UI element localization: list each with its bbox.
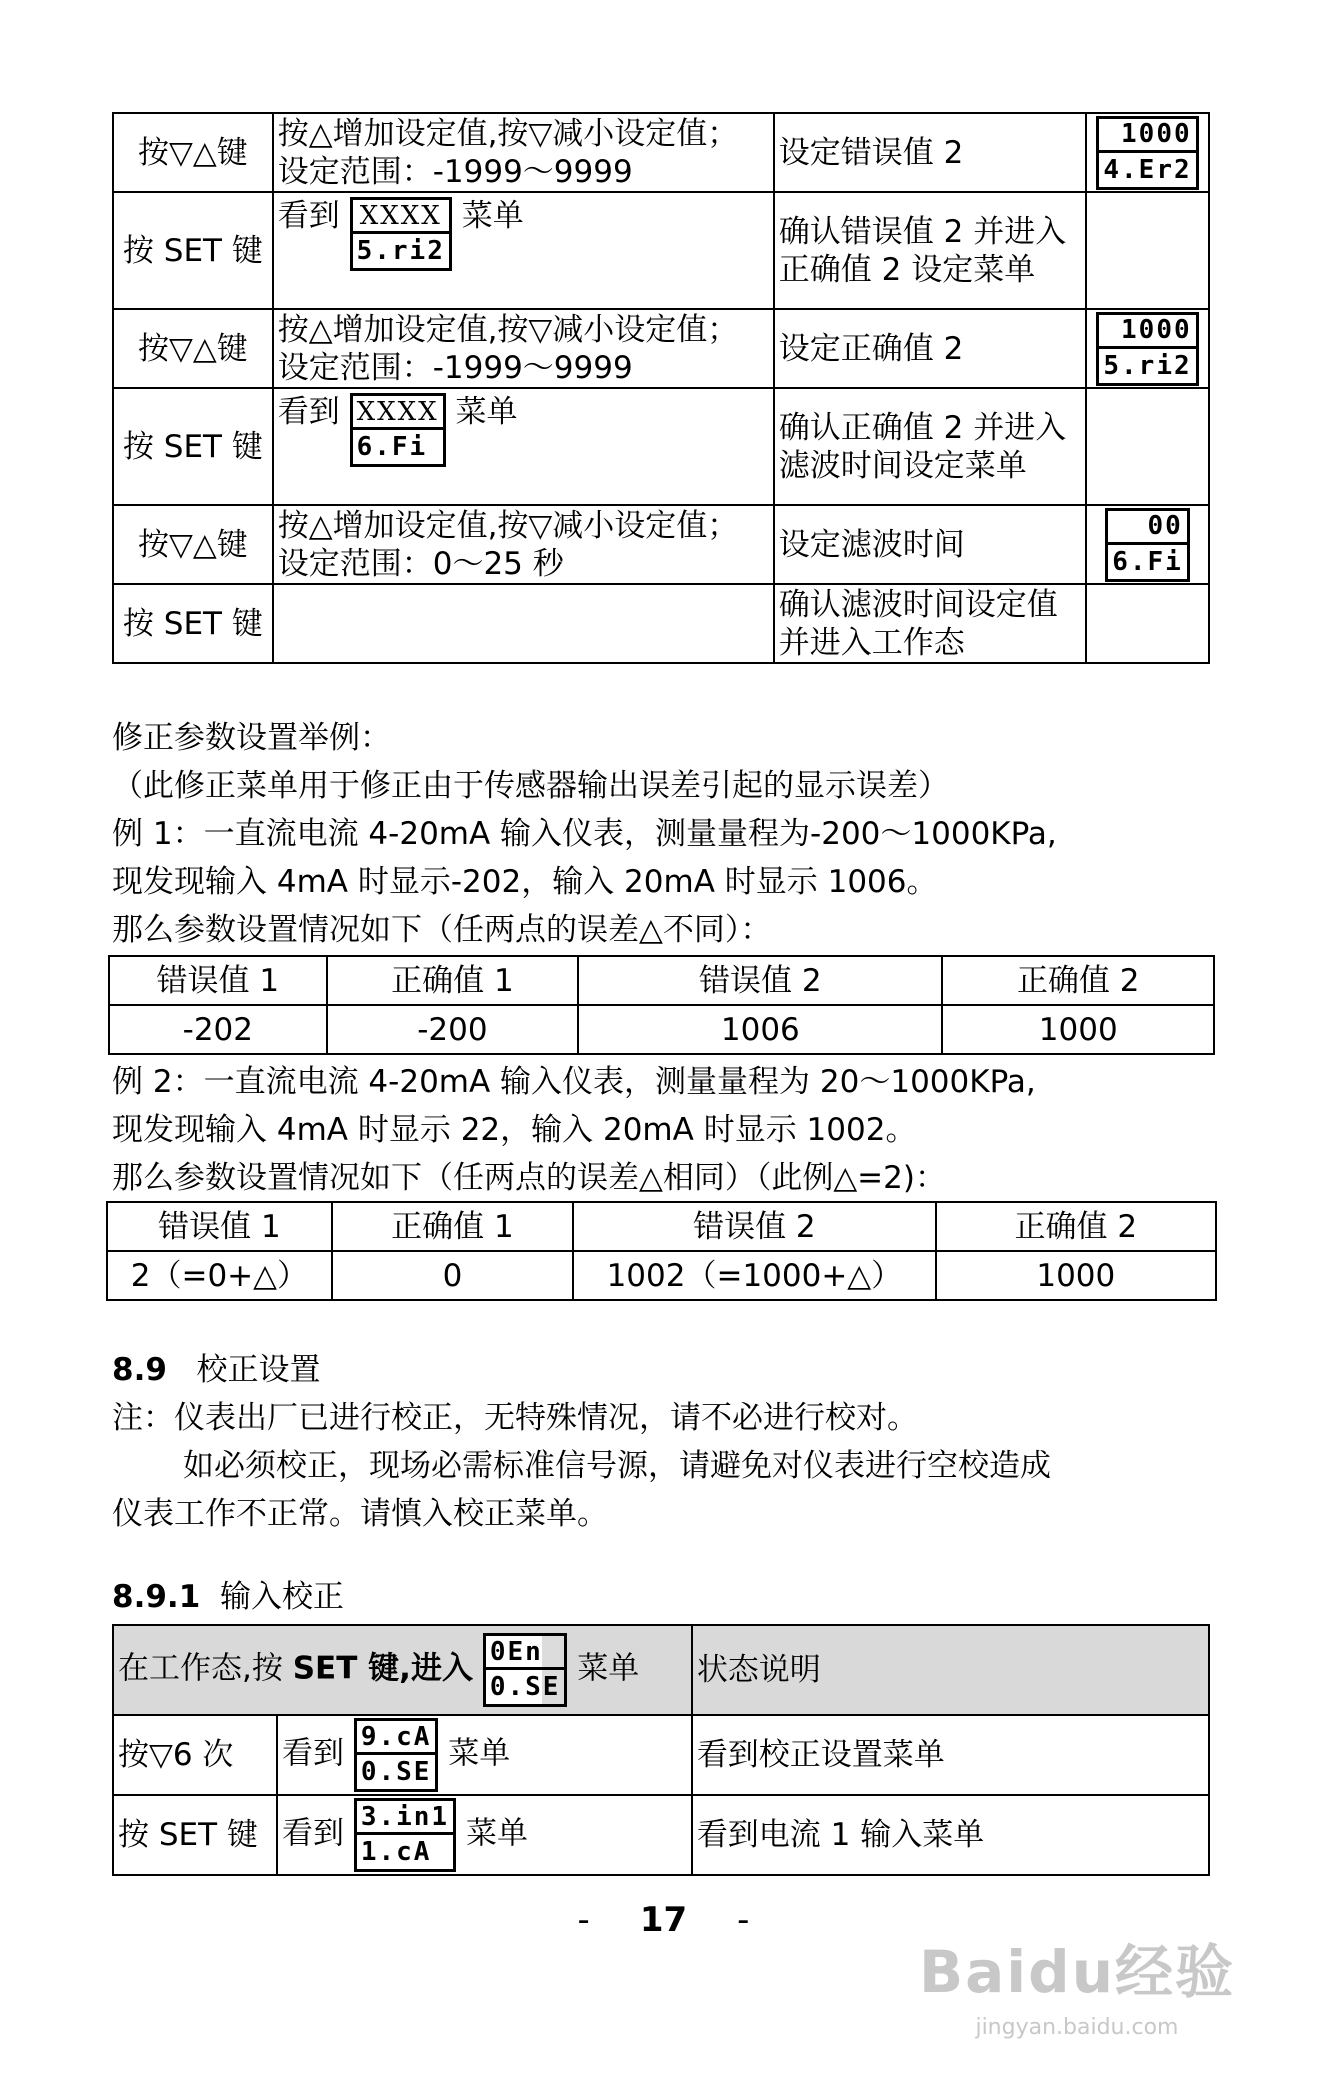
lcd-top-row: XXXX [353, 200, 449, 234]
lcd-bottom-row: 0.SE [360, 1757, 432, 1787]
status-cell: 设定错误值 2 [774, 113, 1086, 192]
lcd-display [350, 393, 446, 467]
value-cell: -200 [327, 1005, 579, 1054]
value-cell: 1000 [942, 1005, 1214, 1054]
example1-line2: 现发现输入 4mA 时显示-202，输入 20mA 时显示 1006。 [112, 864, 938, 900]
table-row [113, 113, 1209, 192]
table-row [113, 505, 1209, 584]
lcd-bottom-row: 1.cA [360, 1837, 432, 1867]
lcd-top-row: 1000 [1099, 119, 1195, 153]
header-text-bold: SET [292, 1650, 358, 1687]
lcd-bottom-row: 4.Er2 [1103, 154, 1192, 185]
desc-text: 菜单 [465, 1815, 528, 1852]
header-text: 菜单 [577, 1650, 640, 1687]
desc-cell [277, 1715, 692, 1795]
lcd-top-row: 3.in1 [357, 1801, 453, 1835]
status-cell: 确认错误值 2 并进入正确值 2 设定菜单 [774, 192, 1086, 309]
section-title: 输入校正 [219, 1579, 344, 1615]
section-heading-8-9 [112, 1350, 320, 1390]
lcd-bottom-row: 6.Fi [1112, 546, 1183, 577]
lcd-cell [1086, 113, 1209, 192]
lcd-display [354, 1718, 439, 1792]
section-heading-8-9-1 [112, 1577, 344, 1617]
watermark [919, 1925, 1235, 2040]
lcd-bottom-row: 5.ri2 [356, 236, 445, 266]
status-cell: 看到电流 1 输入菜单 [692, 1795, 1209, 1875]
lcd-cell [1086, 584, 1209, 663]
table-row [113, 192, 1209, 309]
example1-table [108, 955, 1215, 1055]
desc-cell [273, 192, 774, 309]
header-cell: 正确值 2 [936, 1202, 1216, 1251]
key-cell: 按 SET 键 [113, 388, 273, 505]
header-cell: 错误值 2 [573, 1202, 936, 1251]
value-cell: 1002（=1000+△） [573, 1251, 936, 1300]
lcd-top-row: 1000 [1099, 315, 1195, 349]
lcd-top-row: 0En [486, 1636, 565, 1670]
value-cell: 1000 [936, 1251, 1216, 1300]
desc-text: 看到 [277, 394, 340, 430]
example2-line1: 例 2：一直流电流 4-20mA 输入仪表，测量量程为 20～1000KPa, [112, 1064, 1036, 1100]
section-note-1: 注：仪表出厂已进行校正，无特殊情况，请不必进行校对。 [112, 1400, 918, 1436]
desc-text: 看到 [281, 1815, 344, 1852]
status-cell: 设定滤波时间 [774, 505, 1086, 584]
desc-text: 菜单 [461, 198, 524, 234]
header-text-bold: 键,进入 [357, 1650, 473, 1687]
section-number: 8.9.1 [112, 1579, 201, 1615]
desc-cell [273, 388, 774, 505]
desc-text: 菜单 [455, 394, 518, 430]
lcd-top-row: 00 [1108, 511, 1187, 545]
value-cell: 0 [332, 1251, 573, 1300]
table-row [113, 309, 1209, 388]
table-header-row [113, 1625, 1209, 1715]
desc-cell: 按△增加设定值,按▽减小设定值；设定范围：-1999～9999 [273, 113, 774, 192]
status-cell: 设定正确值 2 [774, 309, 1086, 388]
key-cell: 按▽6 次 [113, 1715, 277, 1795]
lcd-display [1105, 508, 1190, 582]
value-cell: -202 [109, 1005, 327, 1054]
desc-cell [277, 1795, 692, 1875]
key-cell: 按▽△键 [113, 113, 273, 192]
header-cell: 正确值 1 [332, 1202, 573, 1251]
lcd-display [483, 1633, 568, 1707]
example2-table [106, 1201, 1217, 1301]
input-calibration-table [112, 1624, 1210, 1876]
desc-text: 看到 [281, 1735, 344, 1772]
header-text: 在工作态,按 [118, 1650, 293, 1687]
lcd-bottom-row: 0.SE [489, 1672, 561, 1702]
key-cell: 按▽△键 [113, 309, 273, 388]
section-note-3: 仪表工作不正常。请慎入校正菜单。 [112, 1496, 608, 1532]
table-row [107, 1202, 1216, 1251]
lcd-bottom-row: 5.ri2 [1103, 350, 1192, 381]
correction-note: （此修正菜单用于修正由于传感器输出误差引起的显示误差） [112, 768, 949, 804]
page-dash: - [577, 1900, 590, 1940]
table-row [113, 584, 1209, 663]
lcd-cell [1086, 388, 1209, 505]
lcd-cell [1086, 192, 1209, 309]
desc-cell: 按△增加设定值,按▽减小设定值；设定范围：0～25 秒 [273, 505, 774, 584]
table-row [109, 1005, 1214, 1054]
watermark-brand: Baidu经验 [918, 1938, 1235, 2006]
table-row [109, 956, 1214, 1005]
desc-cell [273, 584, 774, 663]
lcd-top-row: 9.cA [357, 1721, 436, 1755]
header-cell: 正确值 2 [942, 956, 1214, 1005]
lcd-display [350, 197, 452, 271]
value-cell: 2（=0+△） [107, 1251, 332, 1300]
watermark-url: jingyan.baidu.com [975, 2015, 1179, 2040]
status-cell: 看到校正设置菜单 [692, 1715, 1209, 1795]
desc-cell: 按△增加设定值,按▽减小设定值；设定范围：-1999～9999 [273, 309, 774, 388]
status-cell: 确认滤波时间设定值并进入工作态 [774, 584, 1086, 663]
table-row [113, 1795, 1209, 1875]
page-dash: - [737, 1900, 750, 1940]
header-cell: 正确值 1 [327, 956, 579, 1005]
correction-title: 修正参数设置举例： [112, 720, 391, 756]
lcd-display [354, 1798, 456, 1872]
section-title: 校正设置 [196, 1352, 321, 1388]
lcd-display [1096, 116, 1198, 190]
setting-table-top [112, 112, 1210, 664]
section-note-2: 如必须校正，现场必需标准信号源，请避免对仪表进行空校造成 [183, 1448, 1051, 1484]
lcd-display [1096, 312, 1198, 386]
lcd-cell [1086, 505, 1209, 584]
desc-text: 看到 [277, 198, 340, 234]
header-cell [113, 1625, 692, 1715]
example1-line3: 那么参数设置情况如下（任两点的误差△不同）： [112, 912, 772, 948]
lcd-top-row: XXXX [353, 396, 443, 430]
key-cell: 按 SET 键 [113, 584, 273, 663]
header-cell: 错误值 1 [107, 1202, 332, 1251]
header-cell: 错误值 1 [109, 956, 327, 1005]
header-cell: 错误值 2 [578, 956, 942, 1005]
lcd-bottom-row: 6.Fi [356, 432, 428, 462]
page-number-value: 17 [639, 1900, 688, 1940]
header-cell: 状态说明 [692, 1625, 1209, 1715]
table-row [113, 388, 1209, 505]
table-row [107, 1251, 1216, 1300]
value-cell: 1006 [578, 1005, 942, 1054]
example2-line3: 那么参数设置情况如下（任两点的误差△相同）（此例△=2)： [112, 1160, 946, 1196]
table-row [113, 1715, 1209, 1795]
example2-line2: 现发现输入 4mA 时显示 22，输入 20mA 时显示 1002。 [112, 1112, 917, 1148]
example1-line1: 例 1：一直流电流 4-20mA 输入仪表，测量量程为-200～1000KPa, [112, 816, 1057, 852]
key-cell: 按▽△键 [113, 505, 273, 584]
lcd-cell [1086, 309, 1209, 388]
key-cell: 按 SET 键 [113, 1795, 277, 1875]
key-cell: 按 SET 键 [113, 192, 273, 309]
status-cell: 确认正确值 2 并进入滤波时间设定菜单 [774, 388, 1086, 505]
section-number: 8.9 [112, 1352, 167, 1388]
desc-text: 菜单 [448, 1735, 511, 1772]
